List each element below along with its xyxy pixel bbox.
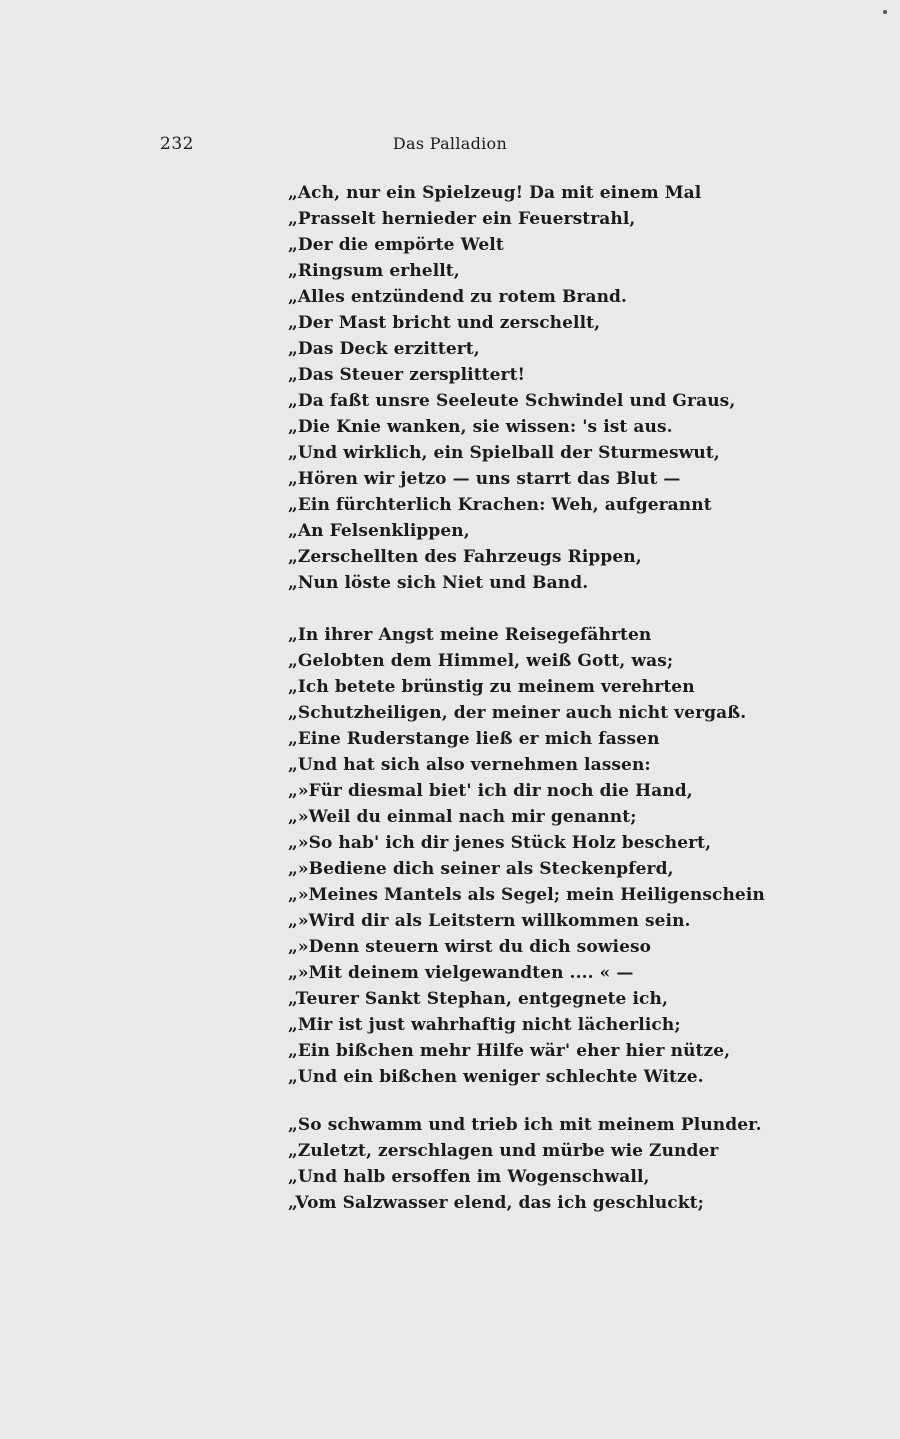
verse-line: „Und ein bißchen weniger schlechte Witze. bbox=[288, 1067, 704, 1087]
corner-dot-mark bbox=[883, 10, 887, 14]
verse-line: „Und halb ersoffen im Wogenschwall, bbox=[288, 1167, 650, 1187]
verse-line: „»Weil du einmal nach mir genannt; bbox=[288, 807, 637, 827]
verse-line: „Zuletzt, zerschlagen und mürbe wie Zunder bbox=[288, 1141, 719, 1161]
verse-line: „»Wird dir als Leitstern willkommen sein. bbox=[288, 911, 691, 931]
verse-line: „»Bediene dich seiner als Steckenpferd, bbox=[288, 859, 674, 879]
verse-line: „Nun löste sich Niet und Band. bbox=[288, 573, 589, 593]
stanza-2 bbox=[288, 622, 765, 1090]
verse-line: „Das Deck erzittert, bbox=[288, 339, 480, 359]
verse-line: „An Felsenklippen, bbox=[288, 521, 470, 541]
verse-line: „»So hab' ich dir jenes Stück Holz beschert, bbox=[288, 833, 712, 853]
verse-line: „Da faßt unsre Seeleute Schwindel und Graus, bbox=[288, 391, 736, 411]
verse-line: „Das Steuer zersplittert! bbox=[288, 365, 526, 385]
verse-line: „Die Knie wanken, sie wissen: 's ist aus. bbox=[288, 417, 673, 437]
verse-line: „»Für diesmal biet' ich dir noch die Hand, bbox=[288, 781, 693, 801]
verse-line: „»Denn steuern wirst du dich sowieso bbox=[288, 937, 652, 957]
verse-line: „»Meines Mantels als Segel; mein Heiligenschein bbox=[288, 885, 765, 905]
verse-line: „Mir ist just wahrhaftig nicht lächerlich; bbox=[288, 1015, 681, 1035]
running-head: Das Palladion bbox=[392, 134, 508, 153]
verse-line: „»Mit deinem vielgewandten .... « — bbox=[288, 963, 634, 983]
verse-line: „In ihrer Angst meine Reisegefährten bbox=[288, 625, 652, 645]
stanza-3 bbox=[288, 1112, 762, 1216]
page-number: 232 bbox=[160, 134, 194, 154]
verse-line: „So schwamm und trieb ich mit meinem Plunder. bbox=[288, 1115, 762, 1135]
verse-line: „Und hat sich also vernehmen lassen: bbox=[288, 755, 651, 775]
stanza-1 bbox=[288, 180, 735, 596]
verse-line: „Ich betete brünstig zu meinem verehrten bbox=[288, 677, 695, 697]
verse-line: „Prasselt hernieder ein Feuerstrahl, bbox=[288, 209, 636, 229]
verse-line: „Zerschellten des Fahrzeugs Rippen, bbox=[288, 547, 642, 567]
verse-line: „Ach, nur ein Spielzeug! Da mit einem Mal bbox=[288, 183, 702, 203]
verse-line: „Der die empörte Welt bbox=[288, 235, 504, 255]
verse-line: „Eine Ruderstange ließ er mich fassen bbox=[288, 729, 660, 749]
verse-line: „Ein bißchen mehr Hilfe wär' eher hier nütze, bbox=[288, 1041, 731, 1061]
verse-line: „Der Mast bricht und zerschellt, bbox=[288, 313, 601, 333]
verse-line: „Alles entzündend zu rotem Brand. bbox=[288, 287, 628, 307]
verse-line: „Gelobten dem Himmel, weiß Gott, was; bbox=[288, 651, 674, 671]
verse-line: „Hören wir jetzo — uns starrt das Blut — bbox=[288, 469, 681, 489]
verse-line: „Schutzheiligen, der meiner auch nicht vergaß. bbox=[288, 703, 747, 723]
verse-line: „Ringsum erhellt, bbox=[288, 261, 460, 281]
verse-line: „Vom Salzwasser elend, das ich geschluckt; bbox=[288, 1193, 704, 1213]
verse-line: „Teurer Sankt Stephan, entgegnete ich, bbox=[288, 989, 668, 1009]
verse-line: „Ein fürchterlich Krachen: Weh, aufgerannt bbox=[288, 495, 712, 515]
verse-line: „Und wirklich, ein Spielball der Sturmeswut, bbox=[288, 443, 720, 463]
